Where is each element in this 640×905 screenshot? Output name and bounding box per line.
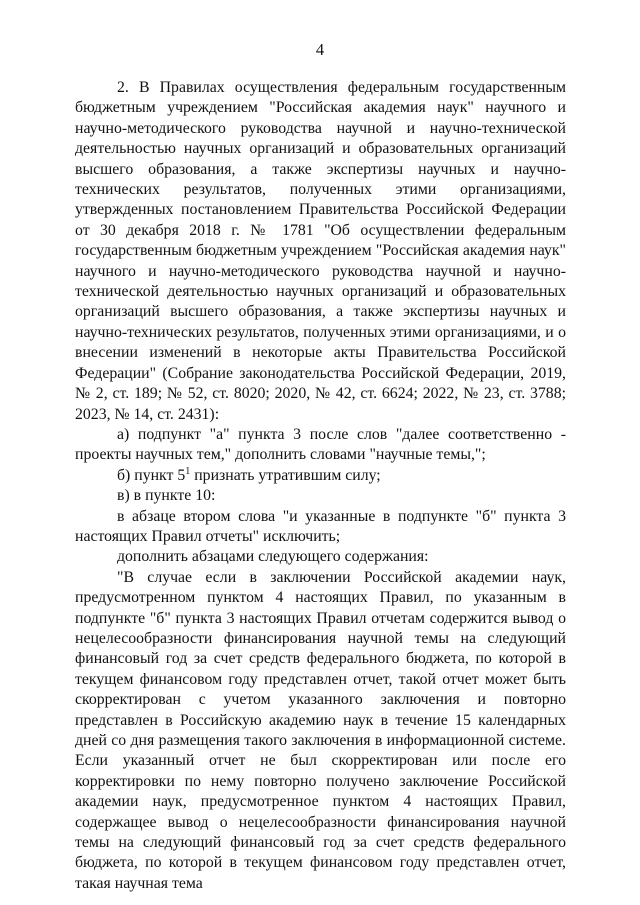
paragraph-amendment-intro: 2. В Правилах осуществления федеральным государственным бюджетным учреждением "Российская академия наук" научного и научно-методического руководства научной и научно-технической деятельностью научных организаций и образовательных организаций высшего образования, а также экспертизы научных и научно-технических результатов, полученных этими организациями, утвержденных постановлением Правительства Российской Федерации от 30 декабря 2018 г. № 1781 "Об осуществлении федеральным государственным бюджетным учреждением "Российская академия наук" научного и научно-методического руководства научной и научно-технической деятельностью научных организаций и образовательных организаций высшего образования, а также экспертизы научных и научно-технических результатов, полученных этими организациями, и о внесении изменений в некоторые акты Правительства Российской Федерации" (Собрание законодательства Российской Федерации, 2019, № 2, ст. 189; № 52, ст. 8020; 2020, № 42, ст. 6624; 2022, № 23, ст. 3788; 2023, № 14, ст. 2431):: [75, 79, 566, 423]
paragraph-add-abzacs: дополнить абзацами следующего содержания:: [117, 548, 429, 566]
document-body: [75, 78, 566, 894]
subitem-b-superscript: 1: [185, 465, 191, 477]
paragraph-second-abzac: в абзаце втором слова "и указанные в подпункте "б" пункта 3 настоящих Правил отчеты" исключить;: [75, 507, 566, 545]
paragraph-subitem-b: [75, 466, 566, 486]
subitem-b-text-after: признать утратившим силу;: [190, 466, 381, 484]
paragraph-subitem-v: в) в пункте 10:: [117, 487, 216, 505]
paragraph-quoted-text: "В случае если в заключении Российской академии наук, предусмотренном пунктом 4 настоящих Правил, по указанным в подпункте "б" пункта 3 настоящих Правил отчетам содержится вывод о нецелесообразности финансирования научной темы на следующий финансовый год за счет средств федерального бюджета, по которой в текущем финансовом году представлен отчет, такой отчет может быть скорректирован с учетом указанного заключения и повторно представлен в Российскую академию наук в течение 15 календарных дней со дня размещения такого заключения в информационной системе. Если указанный отчет не был скорректирован или после его корректировки по нему повторно получено заключение Российской академии наук, предусмотренное пунктом 4 настоящих Правил, содержащее вывод о нецелесообразности финансирования научной темы на следующий финансовый год за счет средств федерального бюджета, по которой в текущем финансовом году представлен отчет, такая научная тема: [75, 568, 566, 892]
subitem-b-text-before: б) пункт 5: [117, 466, 186, 484]
page-number: 4: [315, 40, 325, 59]
paragraph-subitem-a: а) подпункт "а" пункта 3 после слов "далее соответственно - проекты научных тем," дополнить словами "научные темы,";: [75, 425, 566, 464]
